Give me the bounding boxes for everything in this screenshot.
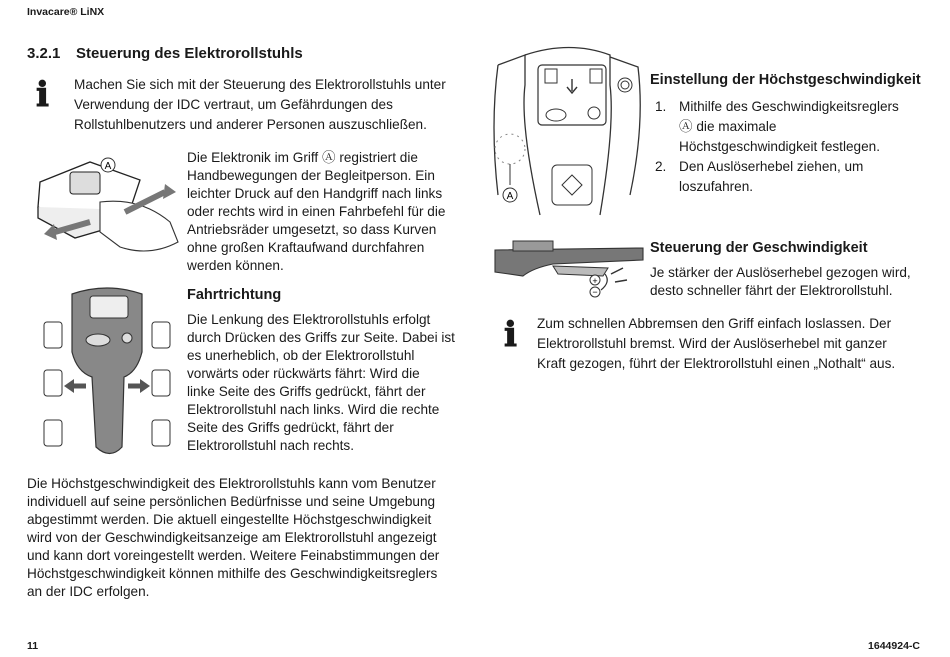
text-line: Höchstgeschwindigkeit können mithilfe des Geschwindigkeitsreglers: [27, 566, 438, 581]
text-line: es unerheblich, ob der Elektrorollstuhl: [187, 348, 415, 363]
text-line: Rollstuhlbenutzers und anderer Personen auszuschließen.: [74, 117, 427, 132]
speed-control-description: [650, 264, 935, 300]
step-number: 2.: [655, 159, 667, 174]
text-line: Kraft gezogen, führt der Elektrorollstuhl einen „Nothalt“ aus.: [537, 356, 896, 371]
speed-control-heading: Steuerung der Geschwindigkeit: [650, 240, 868, 256]
text-line: an der IDC erfolgen.: [27, 584, 150, 599]
text-line: Handbewegungen der Begleitperson. Ein: [187, 168, 435, 183]
callout-a-label: A: [104, 161, 112, 172]
list-item: [655, 97, 925, 157]
text-line: Mithilfe des Geschwindigkeitsreglers: [679, 99, 899, 114]
text-line: Elektrorollstuhl nach rechts.: [187, 438, 354, 453]
text-line: Den Auslöserhebel ziehen, um: [679, 159, 864, 174]
text-line: durch Drücken des Griffs zur Seite. Dabei ist: [187, 330, 455, 345]
direction-heading: Fahrtrichtung: [187, 287, 282, 303]
callout-a-label: A: [506, 191, 514, 202]
document-id: 1644924-C: [868, 640, 920, 652]
direction-illustration: [32, 282, 182, 462]
trigger-lever-illustration: [493, 238, 645, 298]
text-line: ohne großen Kraftaufwand durchfahren: [187, 240, 425, 255]
text-line: leichter Druck auf den Handgriff nach links: [187, 186, 443, 201]
control-panel-illustration: [490, 45, 645, 217]
text-line: oder rechts wird in einen Fahrbefehl für die: [187, 204, 446, 219]
text-line: Elektrorollstuhl bremst. Wird der Auslöserhebel mit ganzer: [537, 336, 887, 351]
step-number: 1.: [655, 99, 667, 114]
direction-description: [187, 311, 477, 455]
text-line: Die Lenkung des Elektrorollstuhls erfolgt: [187, 312, 431, 327]
handle-illustration: [30, 152, 180, 267]
info-icon: ℹ: [504, 315, 517, 355]
text-line: Je stärker der Auslöserhebel gezogen wird,: [650, 265, 911, 280]
max-speed-heading: Einstellung der Höchstgeschwindigkeit: [650, 72, 921, 88]
minus-symbol: −: [592, 287, 598, 297]
text-line: Die Elektronik im Griff Ⓐ registriert die: [187, 150, 418, 165]
info-note-2: [537, 314, 937, 374]
text-line: und kann dort voreingestellt werden. Weitere Feinabstimmungen der: [27, 548, 440, 563]
section-title: Steuerung des Elektrorollstuhls: [76, 45, 303, 62]
list-item: [655, 157, 925, 197]
plus-symbol: +: [592, 276, 598, 286]
text-line: abgestimmt werden. Die aktuell eingestellte Höchstgeschwindigkeit: [27, 512, 432, 527]
section-number: 3.2.1: [27, 45, 61, 62]
info-note-1: [74, 75, 474, 135]
text-line: Machen Sie sich mit der Steuerung des Elektrorollstuhls unter: [74, 77, 446, 92]
info-icon: ℹ: [36, 75, 49, 115]
text-line: Zum schnellen Abbremsen den Griff einfach loslassen. Der: [537, 316, 892, 331]
text-line: linke Seite des Griffs gedrückt, fährt der: [187, 384, 426, 399]
max-speed-description: [27, 475, 472, 601]
max-speed-steps: [655, 97, 925, 197]
text-line: loszufahren.: [679, 179, 754, 194]
text-line: Höchstgeschwindigkeit festlegen.: [679, 139, 880, 154]
text-line: desto schneller fährt der Elektrorollstuhl.: [650, 283, 893, 298]
text-line: Ⓐ die maximale: [679, 119, 777, 134]
text-line: Seite des Griffs gedrückt, fährt der: [187, 420, 394, 435]
brand-header: Invacare® LiNX: [27, 6, 105, 18]
text-line: werden können.: [187, 258, 284, 273]
text-line: individuell auf seine persönlichen Bedürfnisse und seine Umgebung: [27, 494, 436, 509]
handle-description: [187, 149, 477, 275]
text-line: Elektrorollstuhl nach links. Wird die rechte: [187, 402, 440, 417]
page-number: 11: [27, 640, 39, 652]
text-line: vorwärts oder rückwärts fährt: Wird die: [187, 366, 420, 381]
text-line: wird von der Geschwindigkeitsanzeige am Elektrorollstuhl angezeigt: [27, 530, 437, 545]
text-line: Antriebsräder umgesetzt, so dass Kurven: [187, 222, 437, 237]
text-line: Die Höchstgeschwindigkeit des Elektrorollstuhls kann vom Benutzer: [27, 476, 436, 491]
text-line: Verwendung der IDC vertraut, um Gefährdungen des: [74, 97, 393, 112]
